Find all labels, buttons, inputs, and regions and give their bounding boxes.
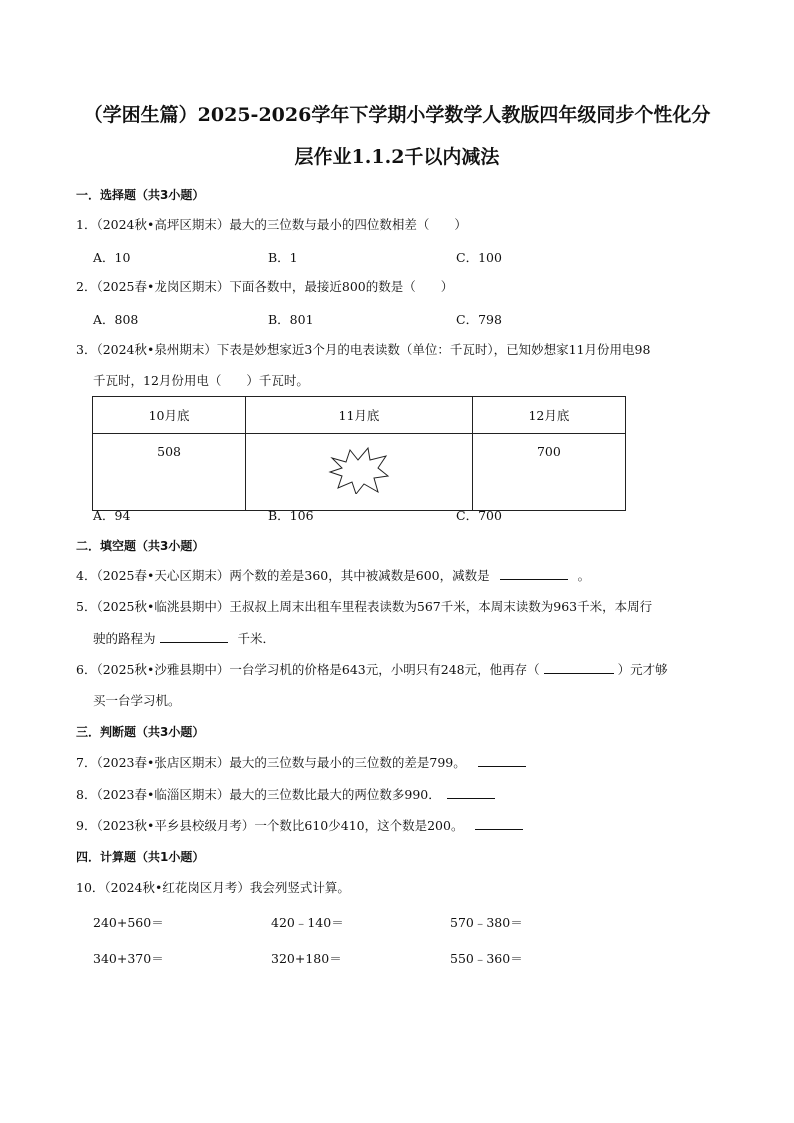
question-1-option-b: B．1 (268, 250, 298, 265)
document-title-line-1: （学困生篇）2025-2026学年下学期小学数学人教版四年级同步个性化分 (83, 104, 711, 126)
question-1-text: 1．（2024秋•高坪区期末）最大的三位数与最小的四位数相差（ ） (76, 217, 467, 232)
question-8-answer-blank[interactable] (447, 786, 495, 799)
question-4-answer-blank[interactable] (500, 567, 568, 580)
question-4-text: 4．（2025春•天心区期末）两个数的差是360，其中被减数是600，减数是 (76, 568, 490, 583)
question-1-option-a: A．10 (93, 250, 131, 265)
question-3-text-line-2: 千瓦时，12月份用电（ ）千瓦时。 (93, 373, 309, 388)
question-5-text-end: 千米． (237, 631, 275, 646)
table-header-cell: 10月底 (93, 397, 246, 434)
question-1-option-c: C．100 (456, 250, 502, 265)
question-7 (76, 754, 526, 772)
question-5-line-2 (93, 630, 275, 648)
table-value-cell: 508 (93, 434, 246, 511)
question-6-answer-blank[interactable] (544, 661, 614, 674)
calc-expression: 340+370＝ (93, 951, 164, 966)
question-3-text-line-1: 3．（2024秋•泉州期末）下表是妙想家近3个月的电表读数（单位：千瓦时），已知妙想家11月份用电98 (76, 342, 651, 357)
calc-expression: 320+180＝ (271, 951, 342, 966)
table-header-cell: 12月底 (472, 397, 625, 434)
question-4 (76, 567, 590, 585)
question-3-option-b: B．106 (268, 508, 314, 523)
question-3-option-c: C．700 (456, 508, 502, 523)
question-2-option-b: B．801 (268, 312, 314, 327)
table-value-cell-obscured (246, 434, 473, 511)
section-heading-judgment: 三．判断题（共3小题） (76, 725, 205, 739)
question-5-text: 驶的路程为 (93, 631, 156, 646)
question-9-answer-blank[interactable] (475, 817, 523, 830)
question-2-option-c: C．798 (456, 312, 502, 327)
calc-expression: 420﹣140＝ (271, 915, 344, 930)
calc-expression: 550﹣360＝ (450, 951, 523, 966)
question-5-answer-blank[interactable] (160, 630, 228, 643)
document-title-line-2: 层作业1.1.2千以内减法 (294, 146, 500, 168)
question-2-text: 2．（2025春•龙岗区期末）下面各数中，最接近800的数是（ ） (76, 279, 454, 294)
section-heading-fill-in: 二．填空题（共3小题） (76, 539, 205, 553)
question-6-text: 6．（2025秋•沙雅县期中）一台学习机的价格是643元，小明只有248元，他再存（ (76, 662, 540, 677)
question-6-line-1 (76, 661, 668, 679)
table-value-cell: 700 (472, 434, 625, 511)
meter-reading-table (92, 396, 626, 511)
calc-expression: 570﹣380＝ (450, 915, 523, 930)
question-10-text: 10．（2024秋•红花岗区月考）我会列竖式计算。 (76, 880, 350, 895)
section-heading-calculation: 四．计算题（共1小题） (76, 850, 205, 864)
question-5-text-line-1: 5．（2025秋•临洮县期中）王叔叔上周末出租车里程表读数为567千米，本周末读数为963千米，本周行 (76, 599, 653, 614)
question-7-text: 7．（2023春•张店区期末）最大的三位数与最小的三位数的差是799。 (76, 755, 466, 770)
question-2-option-a: A．808 (93, 312, 139, 327)
burst-icon (328, 446, 390, 494)
calc-expression: 240+560＝ (93, 915, 164, 930)
section-heading-choice: 一．选择题（共3小题） (76, 188, 205, 202)
table-header-cell: 11月底 (246, 397, 473, 434)
question-8 (76, 786, 495, 804)
question-6-text-end: ）元才够 (617, 662, 668, 677)
question-8-text: 8．（2023春•临淄区期末）最大的三位数比最大的两位数多990． (76, 787, 441, 802)
question-9 (76, 817, 523, 835)
question-9-text: 9．（2023秋•平乡县校级月考）一个数比610少410，这个数是200。 (76, 818, 464, 833)
question-7-answer-blank[interactable] (478, 754, 526, 767)
question-6-text-line-2: 买一台学习机。 (93, 693, 181, 708)
question-3-option-a: A．94 (93, 508, 131, 523)
question-4-text-end: 。 (577, 568, 591, 583)
